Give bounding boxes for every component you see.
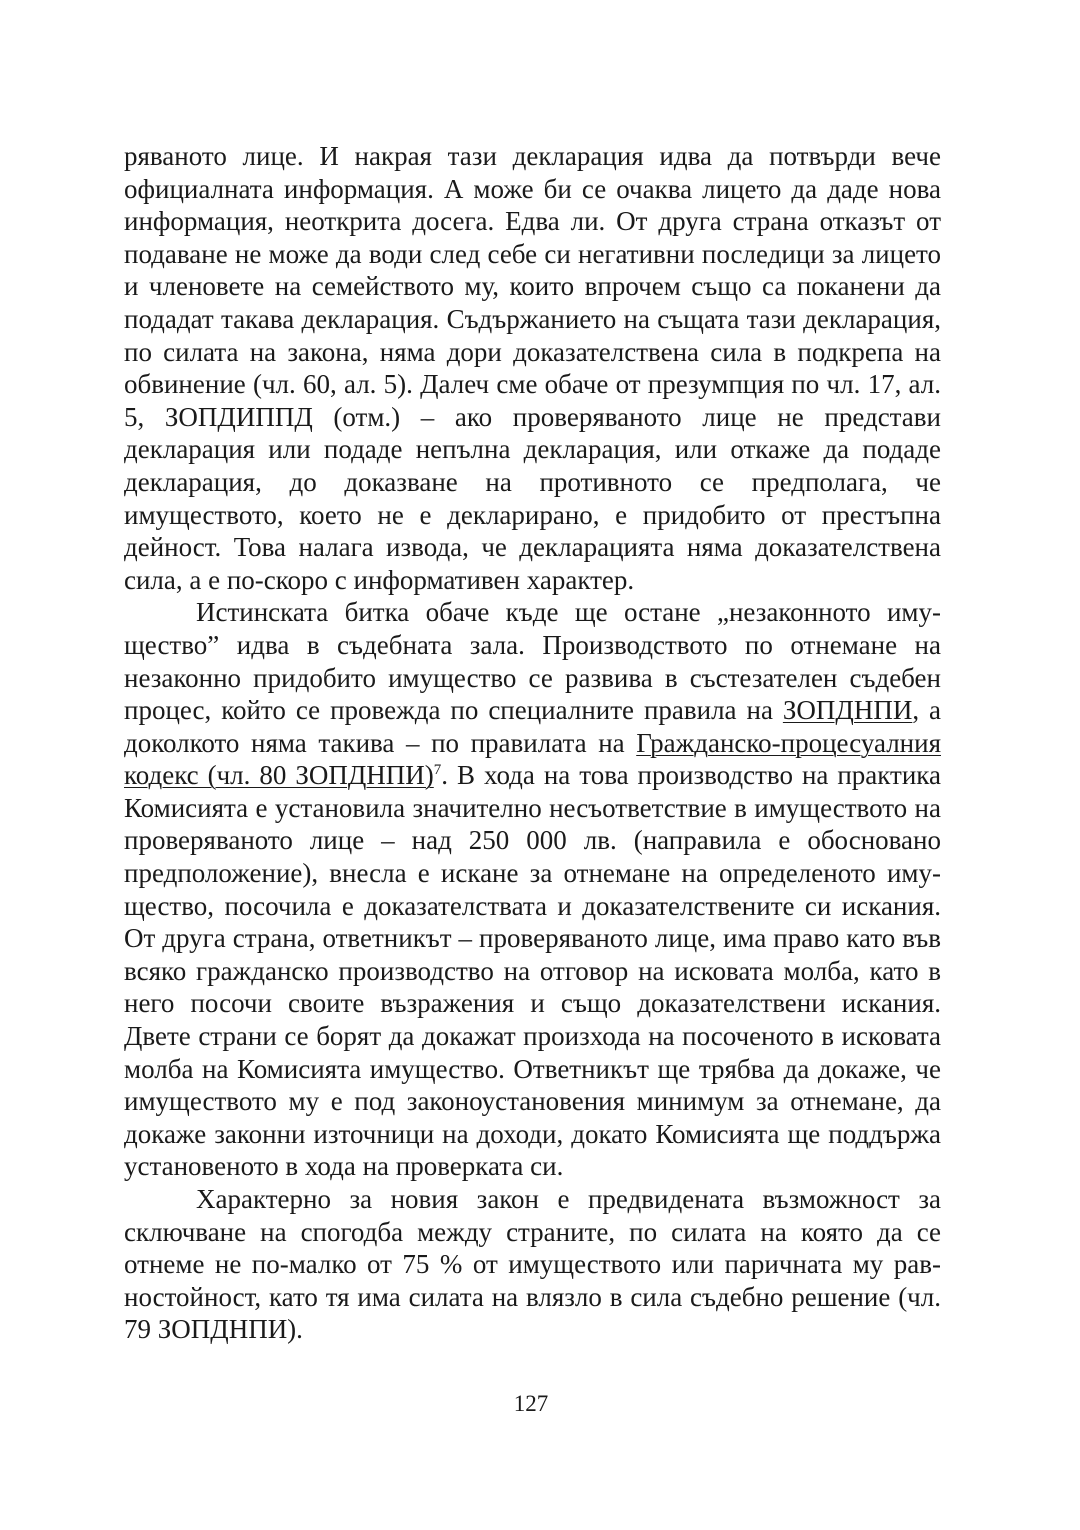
page-number: 127 (513, 1391, 549, 1416)
paragraph-1 (124, 140, 941, 596)
reference-link[interactable]: ЗОПДНПИ (782, 695, 913, 726)
footnote-marker[interactable]: 7 (433, 762, 442, 779)
paragraph-text: Истинската битка обаче къде ще остане „незаконното имущество” идва в съдебната зала. Производството по отнемане на незаконно придобито имущество се развива в състезателен съдебен процес, който се провежда по специалните правила на (124, 597, 941, 726)
paragraph-text: . В хода на това производство на практика Комисията е установила значително несъответствие в имуществото на проверяваното лице – над 250 000 лв. (направила е обосновано предположение), внесла е искане за отнемане на определеното имущество, посочила е доказателствата и доказателствените си искания. От друга страна, ответникът – проверяваното лице, има право като във всяко гражданско производство на отговор на исковата молба, като в него посочи своите възражения и също доказателствени искания. Двете страни се борят да докажат произхода на посоченото в исковата молба на Комисията имущество. Ответникът ще трябва да докаже, че имуществото му е под законоустановения минимум за отнемане, да докаже законни източници на доходи, докато Комисията ще поддържа установеното в хода на проверката си. (124, 760, 941, 1182)
paragraph-text: Характерно за новия закон е предвидената възможност за сключване на спогодба между страните, по силата на която да се отнеме не по-малко от 75 % от имуществото или паричната му равностойност, като тя има силата на влязло в сила съдебно решение (чл. 79 ЗОПДНПИ). (124, 1184, 941, 1345)
paragraph-3 (124, 1183, 941, 1346)
paragraph-2 (124, 596, 941, 1183)
reference-link[interactable]: Гражданско-процесуалния кодекс (чл. 80 ЗОПДНПИ) (124, 727, 941, 791)
page-body (124, 140, 941, 1346)
paragraph-text: , а доколкото няма такива – по правилата на (124, 695, 941, 758)
paragraph-text: ряваното лице. И накрая тази декларация идва да потвърди вече официалната информация. А може би се очаква лицето да даде нова информация, неоткрита досега. Едва ли. От друга страна отказът от подаване не може да води след себе си негативни последици за лицето и членовете на семейството му, които впрочем също са поканени да подадат такава декларация. Съдържанието на същата тази декларация, по силата на закона, няма дори доказателствена сила в подкрепа на обвинение (чл. 60, ал. 5). Далеч сме обаче от презумпция по чл. 17, ал. 5, ЗОПДИППД (отм.) – ако проверяваното лице не представи декларация или подаде непълна декларация, или откаже да подаде декларация, до доказване на противното се предполага, че имуществото, което не е декларирано, е придобито от престъпна дейност. Това налага извода, че декларацията няма доказателствена сила, а е по-скоро с информативен характер. (124, 141, 941, 595)
